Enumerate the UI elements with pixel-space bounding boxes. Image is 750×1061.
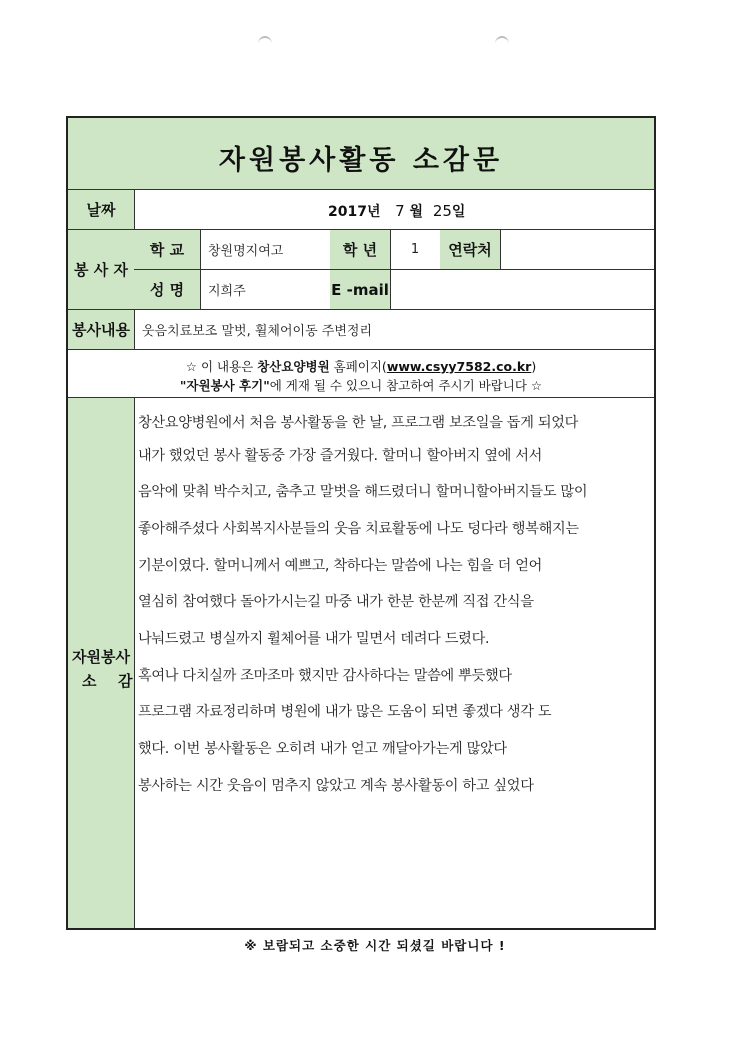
notice-hospital: 창산요양병원 (257, 359, 330, 374)
grade-value: 1 (410, 242, 420, 257)
contact-value (500, 230, 654, 269)
email-label: E -mail (331, 280, 389, 299)
essay-label-line1: 자원봉사 (72, 648, 130, 666)
notice-mid: 홈페이지( (329, 359, 387, 374)
essay-line: 봉사하는 시간 웃음이 멈추지 않았고 계속 봉사활동이 하고 싶었다 (138, 778, 534, 794)
volunteer-school-row (134, 230, 654, 270)
email-value (390, 270, 654, 309)
essay-line: 혹여나 다치실까 조마조마 했지만 감사하다는 말씀에 뿌듯했다 (138, 668, 512, 684)
content-label-cell (68, 310, 134, 349)
essay-label-cell (68, 398, 134, 928)
volunteer-label-cell (68, 230, 134, 310)
date-day-value: 25 (432, 202, 452, 220)
essay-line: 기분이였다. 할머니께서 예쁘고, 착하다는 말씀에 나는 힘을 더 얻어 (138, 558, 543, 574)
school-value: 창원명지여고 (208, 244, 284, 259)
notice-suffix: ) (531, 359, 537, 374)
essay-line: 프로그램 자료정리하며 병원에 내가 많은 도움이 되면 좋겠다 생각 도 (138, 704, 552, 720)
date-day-unit: 일 (451, 204, 466, 220)
school-label: 학 교 (149, 241, 185, 259)
notice-review-quote: "자원봉사 후기" (179, 378, 270, 393)
essay-label-line2a: 소 (82, 672, 97, 690)
content-value: 웃음치료보조 말벗, 휠체어이동 주변정리 (142, 324, 373, 339)
essay-line: 음악에 맞춰 박수치고, 춤추고 말벗을 해드렸더니 할머니할아버지들도 많이 (138, 484, 588, 500)
date-value (328, 201, 465, 221)
school-label-cell (134, 230, 200, 269)
date-label: 날짜 (86, 201, 116, 219)
volunteer-name-row (134, 270, 654, 310)
notice-line-1 (68, 357, 654, 375)
essay-label-line2b: 감 (118, 672, 133, 690)
essay-line: 나눠드렸고 병실까지 휠체어를 내가 밀면서 데려다 드렸다. (138, 631, 490, 647)
essay-line: 열심히 참여했다 돌아가시는길 마중 내가 한분 한분께 직접 간식을 (138, 594, 534, 610)
date-month-unit: 월 (409, 204, 424, 220)
volunteer-report-form (66, 116, 656, 930)
essay-line: 창산요양병원에서 처음 봉사활동을 한 날, 프로그램 보조일을 돕게 되었다 (138, 415, 579, 431)
date-label-cell (68, 190, 134, 229)
volunteer-label: 봉 사 자 (74, 261, 128, 279)
name-value: 지희주 (208, 284, 246, 299)
essay-line: 좋아해주셨다 사회복지사분들의 웃음 치료활동에 나도 덩다라 행복해지는 (138, 521, 579, 537)
essay-line: 내가 했었던 봉사 활동중 가장 즐거웠다. 할머니 할아버지 옆에 서서 (138, 448, 543, 464)
date-year: 2017년 (328, 204, 381, 220)
grade-label-cell (330, 230, 390, 269)
notice-rest: 에 게재 될 수 있으니 참고하여 주시기 바랍니다 ☆ (269, 378, 543, 393)
notice-url-link[interactable]: www.csyy7582.co.kr (386, 359, 532, 374)
page-title: 자원봉사활동 소감문 (218, 145, 504, 176)
notice-row (68, 350, 654, 398)
footer-message: ※ 보람되고 소중한 시간 되셨길 바랍니다 ! (244, 938, 506, 953)
grade-label: 학 년 (342, 241, 378, 259)
notice-prefix: ☆ 이 내용은 (185, 359, 258, 374)
notice-line-2 (68, 376, 654, 394)
contact-label-cell (440, 230, 500, 269)
date-month-value: 7 (395, 202, 405, 220)
essay-row (68, 398, 654, 928)
email-label-cell (330, 270, 390, 309)
title-row (68, 118, 654, 190)
date-row (68, 190, 654, 230)
name-label-cell (134, 270, 200, 309)
content-label: 봉사내용 (72, 321, 130, 339)
essay-line: 했다. 이번 봉사활동은 오히려 내가 얻고 깨달아가는게 많았다 (138, 741, 507, 757)
name-label: 성 명 (149, 281, 185, 299)
scan-mark-left (258, 36, 272, 52)
content-row (68, 310, 654, 350)
scan-mark-right (495, 36, 509, 52)
contact-label: 연락처 (448, 241, 492, 259)
